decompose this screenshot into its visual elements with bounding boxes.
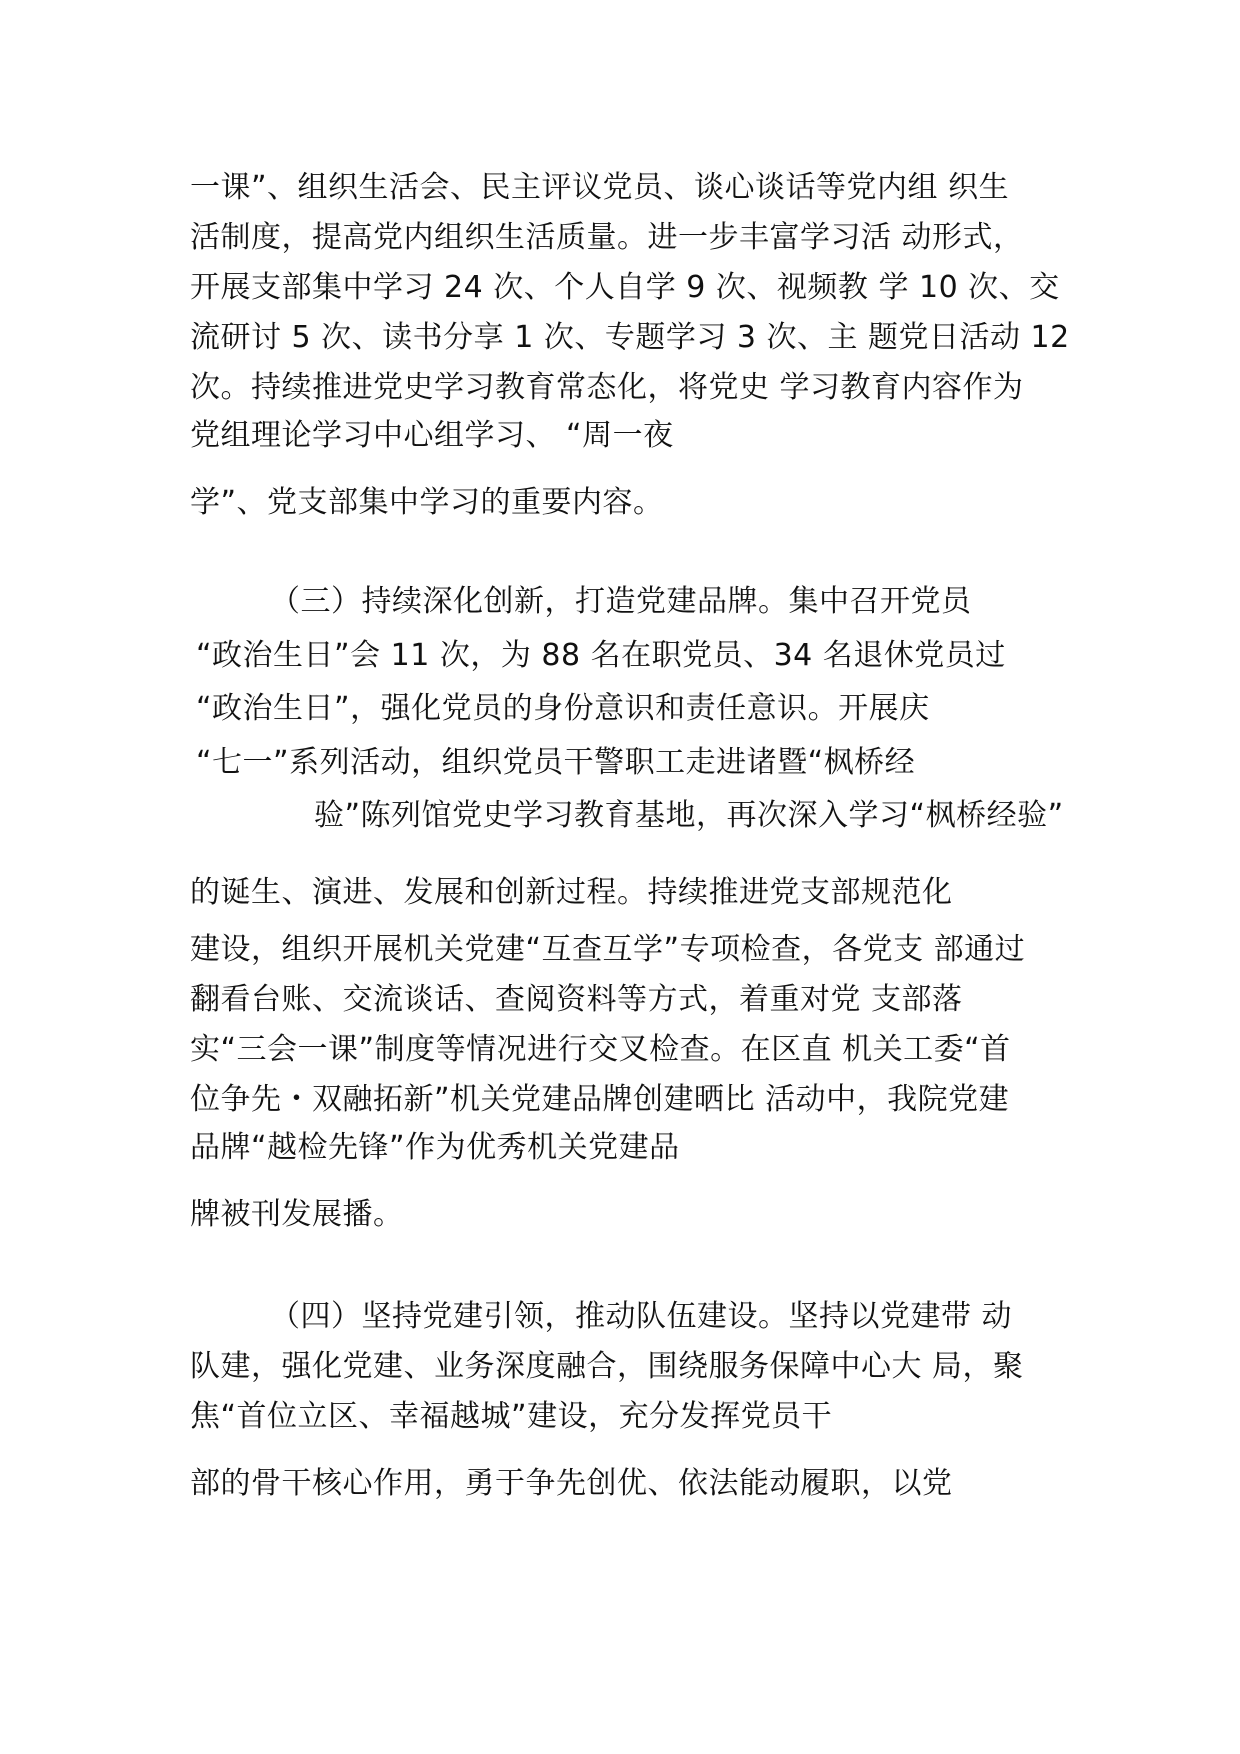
text-line: 实“三会一课”制度等情况进行交叉检查。在区直 机关工委“首: [190, 1032, 1011, 1067]
text-line: 活制度，提高党内组织生活质量。进一步丰富学习活 动形式，: [190, 220, 1024, 255]
text-line: 学”、党支部集中学习的重要内容。: [190, 485, 664, 520]
text-line: 党组理论学习中心组学习、 “周一夜: [190, 418, 674, 453]
text-line: 开展支部集中学习 24 次、个人自学 9 次、视频教 学 10 次、交: [190, 270, 1060, 305]
text-line: 流研讨 5 次、读书分享 1 次、专题学习 3 次、主 题党日活动 12: [190, 320, 1070, 355]
section-heading-line: （四）坚持党建引领，推动队伍建设。坚持以党建带 动: [270, 1299, 1013, 1334]
text-line: 部的骨干核心作用，勇于争先创优、依法能动履职，以党: [190, 1466, 953, 1501]
text-line: 品牌“越检先锋”作为优秀机关党建品: [190, 1130, 680, 1165]
text-line: 的诞生、演进、发展和创新过程。持续推进党支部规范化: [190, 875, 953, 910]
section-heading-line: （三）持续深化创新，打造党建品牌。集中召开党员: [270, 584, 972, 619]
text-line: 焦“首位立区、幸福越城”建设，充分发挥党员干: [190, 1399, 833, 1434]
text-line: 位争先・双融拓新”机关党建品牌创建晒比 活动中，我院党建: [190, 1082, 1010, 1117]
text-line: 一课”、组织生活会、民主评议党员、谈心谈话等党内组 织生: [190, 170, 1010, 205]
text-line: 牌被刊发展播。: [190, 1197, 404, 1232]
text-line: 次。持续推进党史学习教育常态化，将党史 学习教育内容作为: [190, 370, 1024, 405]
text-line: “政治生日”会 11 次，为 88 名在职党员、34 名退休党员过: [196, 638, 1006, 673]
text-line: “政治生日”，强化党员的身份意识和责任意识。开展庆: [196, 691, 930, 726]
text-line: 翻看台账、交流谈话、查阅资料等方式，着重对党 支部落: [190, 982, 963, 1017]
text-line: 建设，组织开展机关党建“互查互学”专项检查，各党支 部通过: [190, 932, 1026, 967]
text-line: “七一”系列活动，组织党员干警职工走进诸暨“枫桥经: [196, 745, 916, 780]
text-line: 验”陈列馆党史学习教育基地，再次深入学习“枫桥经验”: [314, 798, 1064, 833]
text-line: 队建，强化党建、业务深度融合，围绕服务保障中心大 局，聚: [190, 1349, 1024, 1384]
